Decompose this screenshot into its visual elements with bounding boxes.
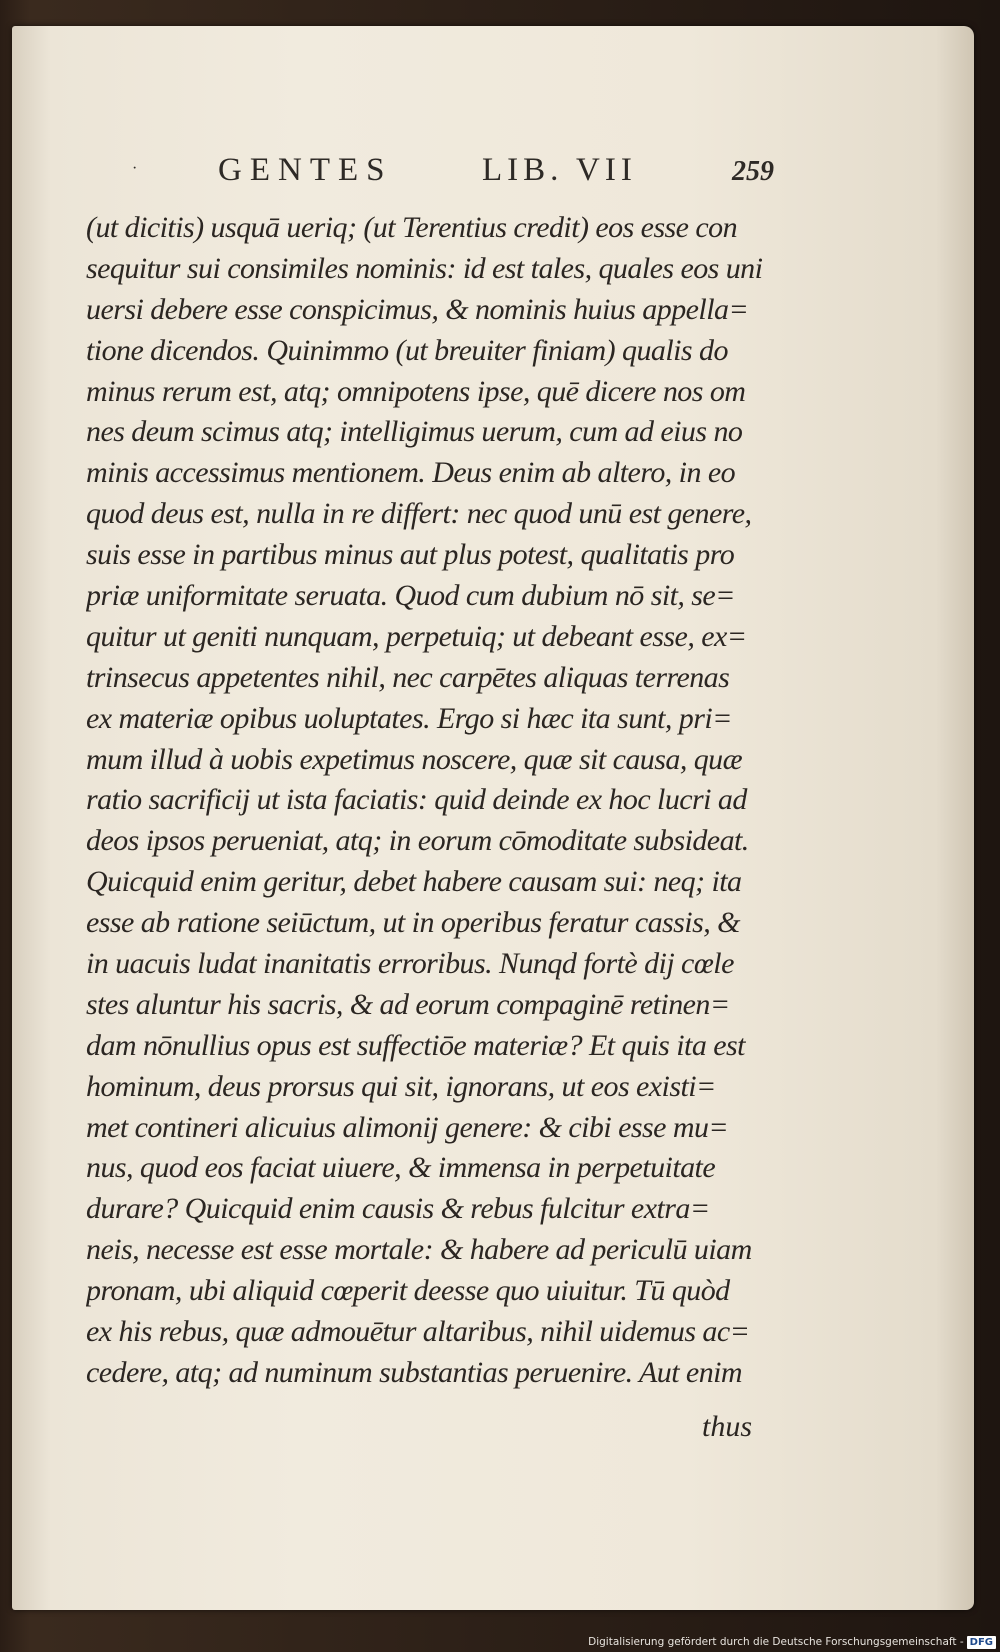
text-line-2: sequitur sui consimiles nominis: id est tales, quales eos uni <box>86 251 763 285</box>
text-line-15: ratio sacrificij ut ista faciatis: quid deinde ex hoc lucri ad <box>86 783 747 817</box>
text-line-11: quitur ut geniti nunquam, perpetuiq; ut debeant esse, ex= <box>86 619 747 653</box>
text-line-10: priæ uniformitate seruata. Quod cum dubium nō sit, se= <box>86 579 735 613</box>
text-line-22: hominum, deus prorsus qui sit, ignorans, ut eos existi= <box>86 1069 716 1103</box>
dfg-logo-icon: DFG <box>967 1636 996 1649</box>
text-line-5: minus rerum est, atq; omnipotens ipse, quē dicere nos om <box>86 374 746 408</box>
text-line-7: minis accessimus mentionem. Deus enim ab altero, in eo <box>86 456 736 490</box>
text-line-4: tione dicendos. Quinimmo (ut breuiter finiam) qualis do <box>86 333 728 367</box>
running-head-mark: · <box>132 160 140 177</box>
text-line-12: trinsecus appetentes nihil, nec carpētes aliquas terrenas <box>86 660 730 694</box>
text-line-29: cedere, atq; ad numinum substantias peruenire. Aut enim <box>86 1355 743 1389</box>
text-line-8: quod deus est, nulla in re differt: nec quod unū est genere, <box>86 497 752 531</box>
text-line-17: Quicquid enim geritur, debet habere causam sui: neq; ita <box>86 865 742 899</box>
text-line-18: esse ab ratione seiūctum, ut in operibus feratur cassis, & <box>86 906 740 940</box>
text-line-20: stes aluntur his sacris, & ad eorum compaginē retinen= <box>86 987 730 1021</box>
text-line-24: nus, quod eos faciat uiuere, & immensa in perpetuitate <box>86 1151 716 1185</box>
catchword: thus <box>702 1410 753 1443</box>
text-line-9: suis esse in partibus minus aut plus potest, qualitatis pro <box>86 538 735 572</box>
text-line-21: dam nōnullius opus est suffectiōe materiæ? Et quis ita est <box>86 1028 745 1062</box>
digitization-footer <box>588 1633 996 1651</box>
text-line-23: met contineri alicuius alimonij genere: & cibi esse mu= <box>86 1110 729 1144</box>
text-line-28: ex his rebus, quæ admouētur altaribus, nihil uidemus ac= <box>86 1315 750 1349</box>
text-line-13: ex materiæ opibus uoluptates. Ergo si hæc ita sunt, pri= <box>86 701 732 735</box>
text-line-25: durare? Quicquid enim causis & rebus fulcitur extra= <box>86 1192 710 1226</box>
text-line-19: in uacuis ludat inanitatis erroribus. Nunqd fortè dij cœle <box>86 947 734 981</box>
text-line-27: pronam, ubi aliquid cœperit deesse quo uiuitur. Tū quòd <box>86 1274 730 1308</box>
running-head-title: GENTES <box>218 152 393 188</box>
text-line-26: neis, necesse est esse mortale: & habere ad periculū uiam <box>86 1233 752 1267</box>
body-text <box>86 208 796 1394</box>
footer-credit: Digitalisierung gefördert durch die Deutsche Forschungsgemeinschaft - <box>588 1636 964 1648</box>
text-line-14: mum illud à uobis expetimus noscere, quæ sit causa, quæ <box>86 742 743 776</box>
running-head-book: LIB. VII <box>482 152 637 188</box>
text-line-1: (ut dicitis) usquā ueriq; (ut Terentius credit) eos esse con <box>86 211 738 244</box>
running-head <box>132 152 792 206</box>
text-line-16: deos ipsos perueniat, atq; in eorum cōmoditate subsideat. <box>86 824 749 858</box>
text-line-6: nes deum scimus atq; intelligimus uerum, cum ad eius no <box>86 415 743 449</box>
book-page <box>12 26 974 1610</box>
text-line-3: uersi debere esse conspicimus, & nominis huius appella= <box>86 292 749 326</box>
page-number: 259 <box>732 156 774 187</box>
